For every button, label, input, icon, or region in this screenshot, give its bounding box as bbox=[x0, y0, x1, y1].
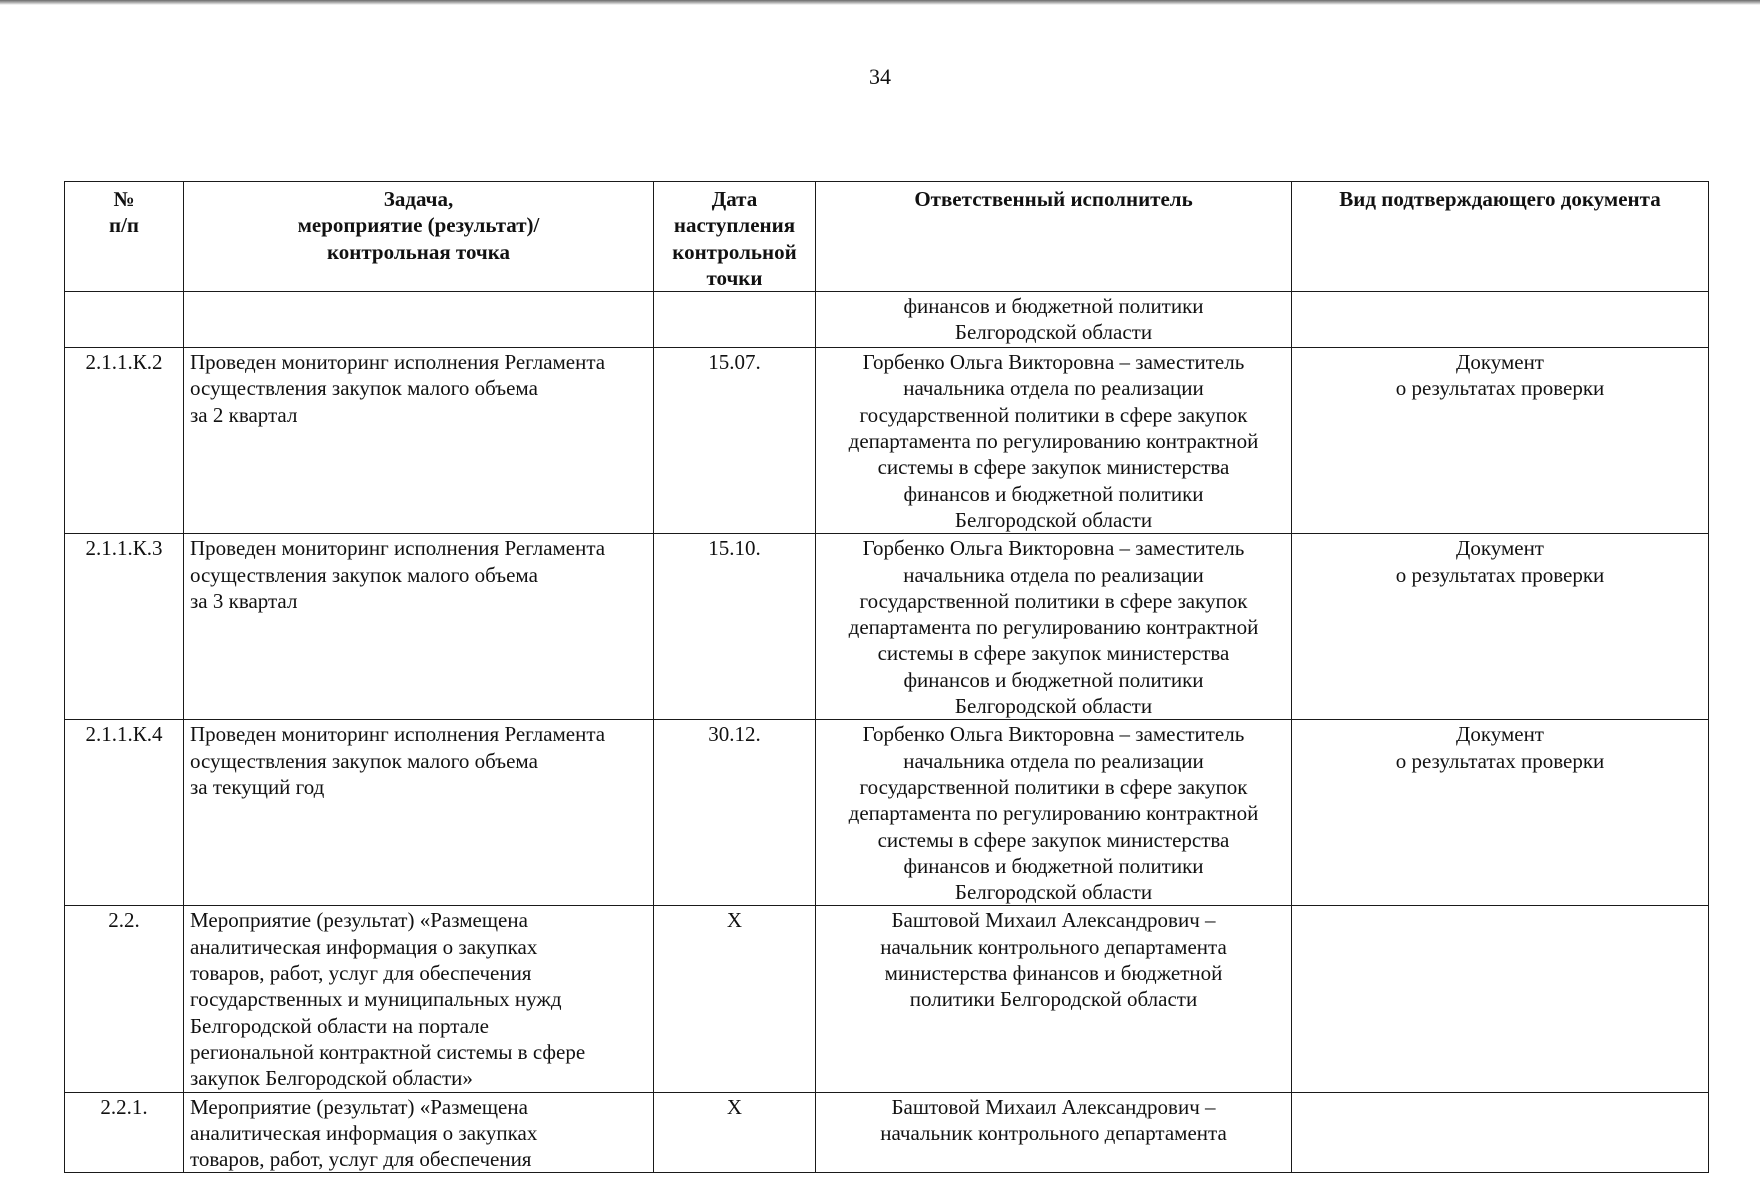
task-line: Мероприятие (результат) «Размещена bbox=[190, 1094, 528, 1119]
cell-responsible bbox=[816, 348, 1292, 534]
task-line: за текущий год bbox=[190, 774, 325, 799]
responsible-line: Горбенко Ольга Викторовна – заместитель bbox=[862, 722, 1245, 747]
responsible-line: Баштовой Михаил Александрович – bbox=[891, 1094, 1216, 1119]
table-header-row bbox=[65, 182, 1709, 292]
cell-responsible bbox=[816, 720, 1292, 906]
cell-date: X bbox=[654, 906, 816, 1092]
cell-number: 2.2. bbox=[65, 906, 184, 1092]
task-line: товаров, работ, услуг для обеспечения bbox=[190, 961, 532, 986]
table-row bbox=[65, 720, 1709, 906]
task-line: региональной контрактной системы в сфере bbox=[190, 1039, 586, 1064]
table-row bbox=[65, 348, 1709, 534]
header-line: № bbox=[113, 187, 135, 211]
cell-number bbox=[65, 292, 184, 348]
cell-document-type bbox=[1292, 906, 1709, 1092]
page-number: 34 bbox=[869, 64, 891, 89]
responsible-line: начальника отдела по реализации bbox=[903, 376, 1204, 401]
responsible-line: департамента по регулированию контрактной bbox=[848, 615, 1259, 640]
responsible-line: Белгородской области bbox=[954, 694, 1153, 719]
task-line: аналитическая информация о закупках bbox=[190, 934, 538, 959]
responsible-line: политики Белгородской области bbox=[909, 987, 1198, 1012]
document-line: Документ bbox=[1456, 350, 1544, 375]
cell-responsible bbox=[816, 534, 1292, 720]
responsible-line: системы в сфере закупок министерства bbox=[877, 641, 1230, 666]
header-line: контрольной bbox=[672, 239, 797, 264]
responsible-line: Белгородской области bbox=[954, 320, 1153, 345]
header-document-type bbox=[1292, 182, 1709, 292]
document-line: о результатах проверки bbox=[1395, 562, 1605, 587]
header-line: Вид подтверждающего документа bbox=[1339, 187, 1661, 211]
document-line: Документ bbox=[1456, 536, 1544, 561]
task-line: за 3 квартал bbox=[190, 588, 298, 613]
header-line: Ответственный исполнитель bbox=[914, 187, 1193, 211]
responsible-line: Белгородской области bbox=[954, 507, 1153, 532]
cell-date: 15.07. bbox=[654, 348, 816, 534]
task-line: за 2 квартал bbox=[190, 402, 298, 427]
cell-date: X bbox=[654, 1092, 816, 1173]
document-line: о результатах проверки bbox=[1395, 748, 1605, 773]
header-number bbox=[65, 182, 184, 292]
task-line: товаров, работ, услуг для обеспечения bbox=[190, 1147, 532, 1172]
responsible-line: финансов и бюджетной политики bbox=[903, 853, 1204, 878]
cell-task bbox=[184, 292, 654, 348]
responsible-line: начальник контрольного департамента bbox=[880, 1120, 1227, 1145]
table-row bbox=[65, 292, 1709, 348]
responsible-line: департамента по регулированию контрактной bbox=[848, 429, 1259, 454]
cell-document-type bbox=[1292, 348, 1709, 534]
cell-responsible bbox=[816, 1092, 1292, 1173]
document-line: о результатах проверки bbox=[1395, 376, 1605, 401]
responsible-line: департамента по регулированию контрактной bbox=[848, 801, 1259, 826]
table-row bbox=[65, 1092, 1709, 1173]
responsible-line: начальник контрольного департамента bbox=[880, 934, 1227, 959]
task-line: аналитическая информация о закупках bbox=[190, 1120, 538, 1145]
header-line: Дата bbox=[711, 187, 758, 211]
cell-number: 2.1.1.К.4 bbox=[65, 720, 184, 906]
cell-date bbox=[654, 292, 816, 348]
header-line: точки bbox=[706, 265, 763, 290]
task-line: Проведен мониторинг исполнения Регламента bbox=[190, 350, 606, 375]
responsible-line: Горбенко Ольга Викторовна – заместитель bbox=[862, 350, 1245, 375]
cell-number: 2.2.1. bbox=[65, 1092, 184, 1173]
cell-document-type bbox=[1292, 720, 1709, 906]
responsible-line: финансов и бюджетной политики bbox=[903, 667, 1204, 692]
cell-task bbox=[184, 534, 654, 720]
task-line: осуществления закупок малого объема bbox=[190, 562, 538, 587]
cell-number: 2.1.1.К.3 bbox=[65, 534, 184, 720]
responsible-line: начальника отдела по реализации bbox=[903, 748, 1204, 773]
header-line: контрольная точка bbox=[326, 239, 511, 264]
cell-task bbox=[184, 348, 654, 534]
cell-document-type bbox=[1292, 292, 1709, 348]
task-line: Мероприятие (результат) «Размещена bbox=[190, 908, 528, 933]
responsible-line: финансов и бюджетной политики bbox=[903, 481, 1204, 506]
task-line: государственных и муниципальных нужд bbox=[190, 987, 562, 1012]
responsible-line: государственной политики в сфере закупок bbox=[859, 588, 1248, 613]
responsible-line: системы в сфере закупок министерства bbox=[877, 455, 1230, 480]
table-body bbox=[65, 292, 1709, 1173]
cell-date: 15.10. bbox=[654, 534, 816, 720]
table-row bbox=[65, 906, 1709, 1092]
task-line: Проведен мониторинг исполнения Регламента bbox=[190, 722, 606, 747]
task-line: осуществления закупок малого объема bbox=[190, 376, 538, 401]
cell-number: 2.1.1.К.2 bbox=[65, 348, 184, 534]
responsible-line: Горбенко Ольга Викторовна – заместитель bbox=[862, 536, 1245, 561]
header-date bbox=[654, 182, 816, 292]
cell-date: 30.12. bbox=[654, 720, 816, 906]
cell-responsible bbox=[816, 906, 1292, 1092]
header-line: наступления bbox=[673, 213, 796, 238]
cell-document-type bbox=[1292, 1092, 1709, 1173]
responsible-line: министерства финансов и бюджетной bbox=[884, 961, 1223, 986]
header-responsible bbox=[816, 182, 1292, 292]
cell-task bbox=[184, 906, 654, 1092]
cell-task bbox=[184, 720, 654, 906]
responsible-line: финансов и бюджетной политики bbox=[903, 294, 1204, 319]
cell-document-type bbox=[1292, 534, 1709, 720]
task-line: закупок Белгородской области» bbox=[190, 1066, 473, 1091]
cell-responsible bbox=[816, 292, 1292, 348]
responsible-line: системы в сфере закупок министерства bbox=[877, 827, 1230, 852]
responsible-line: государственной политики в сфере закупок bbox=[859, 402, 1248, 427]
task-line: осуществления закупок малого объема bbox=[190, 748, 538, 773]
responsible-line: Баштовой Михаил Александрович – bbox=[891, 908, 1216, 933]
task-line: Проведен мониторинг исполнения Регламента bbox=[190, 536, 606, 561]
document-line: Документ bbox=[1456, 722, 1544, 747]
responsible-line: начальника отдела по реализации bbox=[903, 562, 1204, 587]
task-line: Белгородской области на портале bbox=[190, 1013, 489, 1038]
header-line: п/п bbox=[108, 213, 140, 238]
plan-table bbox=[64, 181, 1709, 1173]
responsible-line: Белгородской области bbox=[954, 880, 1153, 905]
header-task bbox=[184, 182, 654, 292]
cell-task bbox=[184, 1092, 654, 1173]
responsible-line: государственной политики в сфере закупок bbox=[859, 774, 1248, 799]
table-row bbox=[65, 534, 1709, 720]
header-line: мероприятие (результат)/ bbox=[297, 213, 540, 238]
header-line: Задача, bbox=[383, 187, 454, 211]
scan-top-edge bbox=[0, 0, 1760, 5]
